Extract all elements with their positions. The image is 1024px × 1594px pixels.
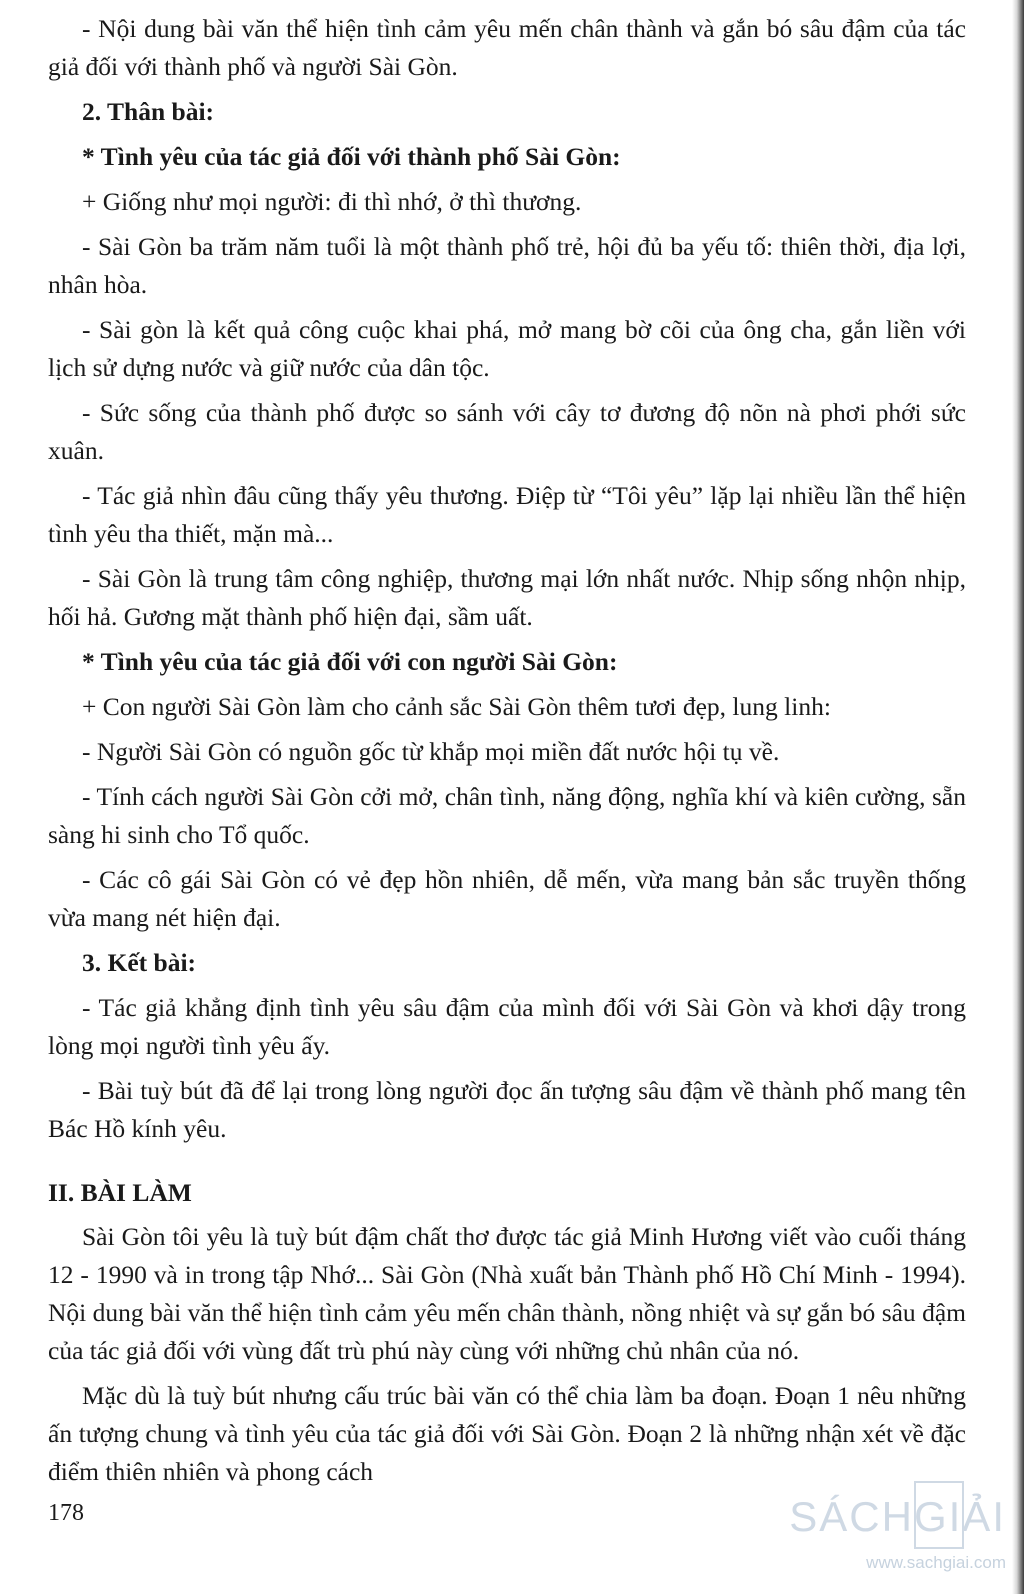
paragraph: + Con người Sài Gòn làm cho cảnh sắc Sài Gòn thêm tươi đẹp, lung linh: (82, 692, 831, 721)
paragraph: - Sài Gòn ba trăm năm tuổi là một thành phố trẻ, hội đủ ba yếu tố: thiên thời, địa lợi, nhân hòa. (48, 232, 966, 299)
section-heading: II. BÀI LÀM (48, 1178, 192, 1207)
page-text (48, 10, 966, 1498)
paragraph: - Các cô gái Sài Gòn có vẻ đẹp hồn nhiên, dễ mến, vừa mang bản sắc truyền thống vừa mang nét hiện đại. (48, 865, 966, 932)
paragraph: - Tính cách người Sài Gòn cởi mở, chân tình, năng động, nghĩa khí và kiên cường, sẵn sàng hi sinh cho Tổ quốc. (48, 782, 966, 849)
watermark-url: www.sachgiai.com (866, 1553, 1006, 1572)
paragraph: Sài Gòn tôi yêu là tuỳ bút đậm chất thơ được tác giả Minh Hương viết vào cuối tháng 12 - 1990 và in trong tập Nhớ... Sài Gòn (Nhà xuất bản Thành phố Hồ Chí Minh - 1994). Nội dung bài văn thể hiện tình cảm yêu mến chân thành, nồng nhiệt và sự gắn bó sâu đậm của tác giả đối với vùng đất trù phú này cùng với những chủ nhân của nó. (48, 1222, 966, 1365)
page-edge-shadow (1012, 0, 1024, 1594)
paragraph: - Sài gòn là kết quả công cuộc khai phá, mở mang bờ cõi của ông cha, gắn liền với lịch sử dựng nước và giữ nước của dân tộc. (48, 315, 966, 382)
subheading: * Tình yêu của tác giả đối với thành phố Sài Gòn: (82, 142, 621, 171)
paragraph: - Sài Gòn là trung tâm công nghiệp, thương mại lớn nhất nước. Nhịp sống nhộn nhịp, hối hả. Gương mặt thành phố hiện đại, sầm uất. (48, 564, 966, 631)
paragraph: + Giống như mọi người: đi thì nhớ, ở thì thương. (82, 187, 582, 216)
page-number: 178 (48, 1500, 84, 1526)
watermark-logo (789, 1475, 1006, 1585)
paragraph: - Người Sài Gòn có nguồn gốc từ khắp mọi miền đất nước hội tụ về. (82, 737, 780, 766)
paragraph: Mặc dù là tuỳ bút nhưng cấu trúc bài văn có thể chia làm ba đoạn. Đoạn 1 nêu những ấn tượng chung và tình yêu của tác giả đối với Sài Gòn. Đoạn 2 là những nhận xét về đặc điểm thiên nhiên và phong cách (48, 1381, 966, 1486)
paragraph: - Sức sống của thành phố được so sánh với cây tơ đương độ nõn nà phơi phới sức xuân. (48, 398, 966, 465)
paragraph: - Tác giả nhìn đâu cũng thấy yêu thương. Điệp từ “Tôi yêu” lặp lại nhiều lần thể hiện tình yêu tha thiết, mặn mà... (48, 481, 966, 548)
subheading: * Tình yêu của tác giả đối với con người Sài Gòn: (82, 647, 618, 676)
paragraph: - Tác giả khẳng định tình yêu sâu đậm của mình đối với Sài Gòn và khơi dậy trong lòng mọi người tình yêu ấy. (48, 993, 966, 1060)
subheading: 2. Thân bài: (82, 97, 215, 126)
watermark-brand: SÁCHGIẢI (789, 1493, 1006, 1540)
paragraph: - Nội dung bài văn thể hiện tình cảm yêu mến chân thành và gắn bó sâu đậm của tác giả đối với thành phố và người Sài Gòn. (48, 14, 966, 81)
paragraph: - Bài tuỳ bút đã để lại trong lòng người đọc ấn tượng sâu đậm về thành phố mang tên Bác Hồ kính yêu. (48, 1076, 966, 1143)
subheading: 3. Kết bài: (82, 948, 197, 977)
